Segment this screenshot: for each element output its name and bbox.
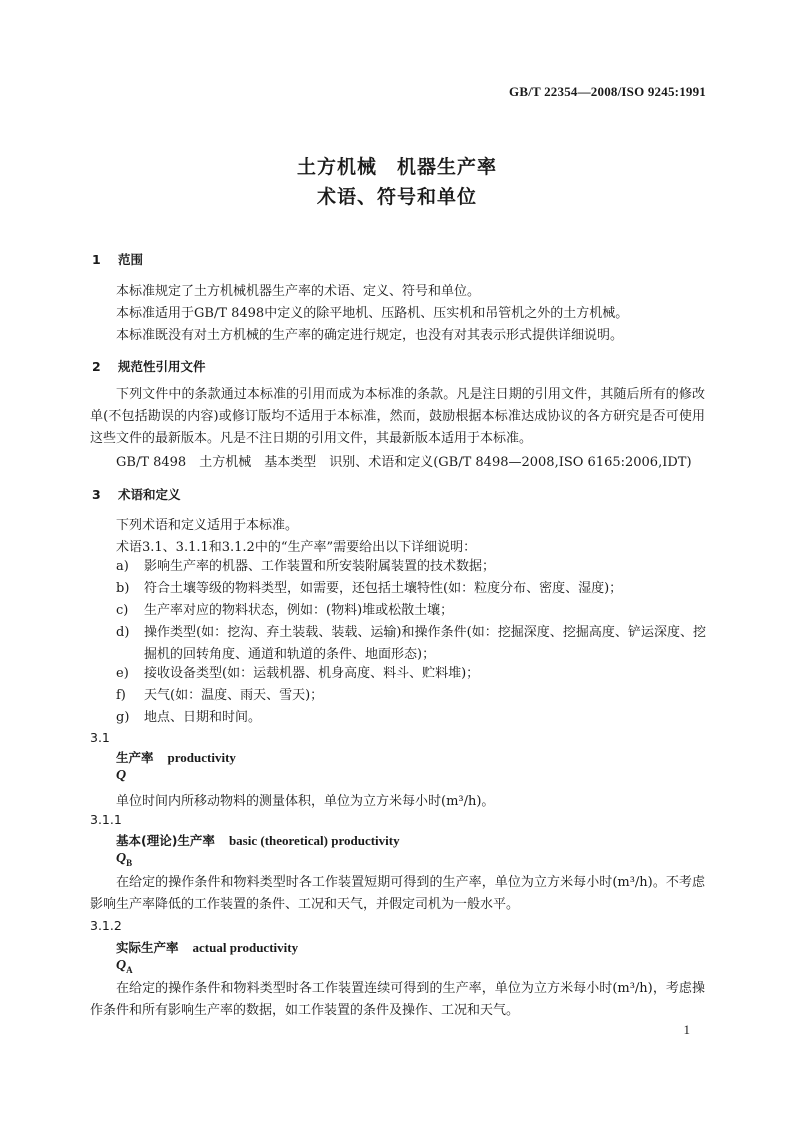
section-title: 规范性引用文件	[118, 359, 206, 374]
term-symbol: $Q_A$	[116, 958, 133, 975]
term-symbol: Q	[116, 768, 127, 783]
term-definition: 单位时间内所移动物料的测量体积，单位为立方米每小时(m³/h)。	[116, 794, 495, 809]
section-heading-normative-references	[92, 357, 206, 375]
section-number: 2	[92, 359, 101, 374]
clause-number: 3.1.1	[90, 812, 122, 827]
document-subtitle: 术语、符号和单位	[316, 186, 477, 208]
list-item	[116, 685, 706, 707]
list-text: 操作类型(如：挖沟、弃土装载、装载、运输)和操作条件(如：挖掘深度、挖掘高度、铲运深度、挖掘机的回转角度、通道和轨道的条件、地面形态)；	[144, 625, 706, 662]
term-zh: 实际生产率	[116, 940, 179, 955]
term-en: basic (theoretical) productivity	[228, 833, 400, 848]
document-title: 土方机械 机器生产率	[296, 156, 497, 178]
list-item	[116, 622, 706, 666]
page-number: 1	[683, 1022, 690, 1037]
list-label: d)	[116, 625, 130, 640]
section-number: 1	[92, 252, 101, 267]
list-item	[116, 556, 706, 578]
clause-number: 3.1.2	[90, 918, 122, 933]
term-definition: 在给定的操作条件和物料类型时各工作装置连续可得到的生产率，单位为立方米每小时(m³/h)，考虑操作条件和所有影响生产率的数据，如工作装置的条件及操作、工况和天气。	[90, 981, 705, 1018]
paragraph: 本标准规定了土方机械机器生产率的术语、定义、符号和单位。	[116, 284, 481, 299]
section-heading-terms	[92, 485, 181, 503]
section-title: 术语和定义	[118, 487, 181, 502]
term-entry	[116, 831, 400, 849]
paragraph: 本标准适用于GB/T 8498中定义的除平地机、压路机、压实机和吊管机之外的土方机械。	[116, 306, 629, 321]
term-entry	[116, 748, 236, 766]
list-text: 天气(如：温度、雨天、雪天)；	[144, 688, 324, 703]
standard-number: GB/T 22354—2008/ISO 9245:1991	[509, 84, 706, 99]
list-text: 地点、日期和时间。	[144, 710, 262, 725]
term-en: productivity	[167, 750, 236, 765]
term-zh: 基本(理论)生产率	[116, 833, 215, 848]
list-item	[116, 600, 706, 622]
list-label: g)	[116, 710, 130, 725]
paragraph: 术语3.1、3.1.1和3.1.2中的“生产率”需要给出以下详细说明：	[116, 540, 477, 555]
list-item	[116, 707, 706, 729]
section-heading-scope	[92, 250, 143, 268]
term-en: actual productivity	[192, 940, 299, 955]
list-text: 接收设备类型(如：运载机器、机身高度、料斗、贮料堆)；	[144, 666, 480, 681]
list-label: a)	[116, 559, 129, 574]
section-title: 范围	[118, 252, 144, 267]
term-entry	[116, 938, 298, 956]
term-definition: 在给定的操作条件和物料类型时各工作装置短期可得到的生产率，单位为立方米每小时(m³/h)。不考虑影响生产率降低的工作装置的条件、工况和天气，并假定司机为一般水平。	[90, 875, 705, 912]
list-label: e)	[116, 666, 129, 681]
paragraph: 下列文件中的条款通过本标准的引用而成为本标准的条款。凡是注日期的引用文件，其随后所有的修改单(不包括勘误的内容)或修订版均不适用于本标准，然而，鼓励根据本标准达成协议的各方研究是否可使用这些文件的最新版本。凡是不注日期的引用文件，其最新版本适用于本标准。	[90, 387, 705, 446]
paragraph: 下列术语和定义适用于本标准。	[116, 518, 299, 533]
reference-entry: GB/T 8498 土方机械 基本类型 识别、术语和定义(GB/T 8498—2008,ISO 6165:2006,IDT)	[116, 455, 692, 470]
list-text: 生产率对应的物料状态，例如：(物料)堆或松散土壤；	[144, 603, 454, 618]
section-number: 3	[92, 487, 101, 502]
list-item	[116, 578, 706, 600]
term-zh: 生产率	[116, 750, 154, 765]
clause-number: 3.1	[90, 730, 110, 745]
list-label: f)	[116, 688, 126, 703]
list-text: 符合土壤等级的物料类型，如需要，还包括土壤特性(如：粒度分布、密度、湿度)；	[144, 581, 623, 596]
list-label: c)	[116, 603, 129, 618]
list-item	[116, 663, 706, 685]
paragraph: 本标准既没有对土方机械的生产率的确定进行规定，也没有对其表示形式提供详细说明。	[116, 328, 624, 343]
list-text: 影响生产率的机器、工作装置和所安装附属装置的技术数据；	[144, 559, 496, 574]
term-symbol: $Q_B$	[116, 851, 133, 868]
list-label: b)	[116, 581, 130, 596]
